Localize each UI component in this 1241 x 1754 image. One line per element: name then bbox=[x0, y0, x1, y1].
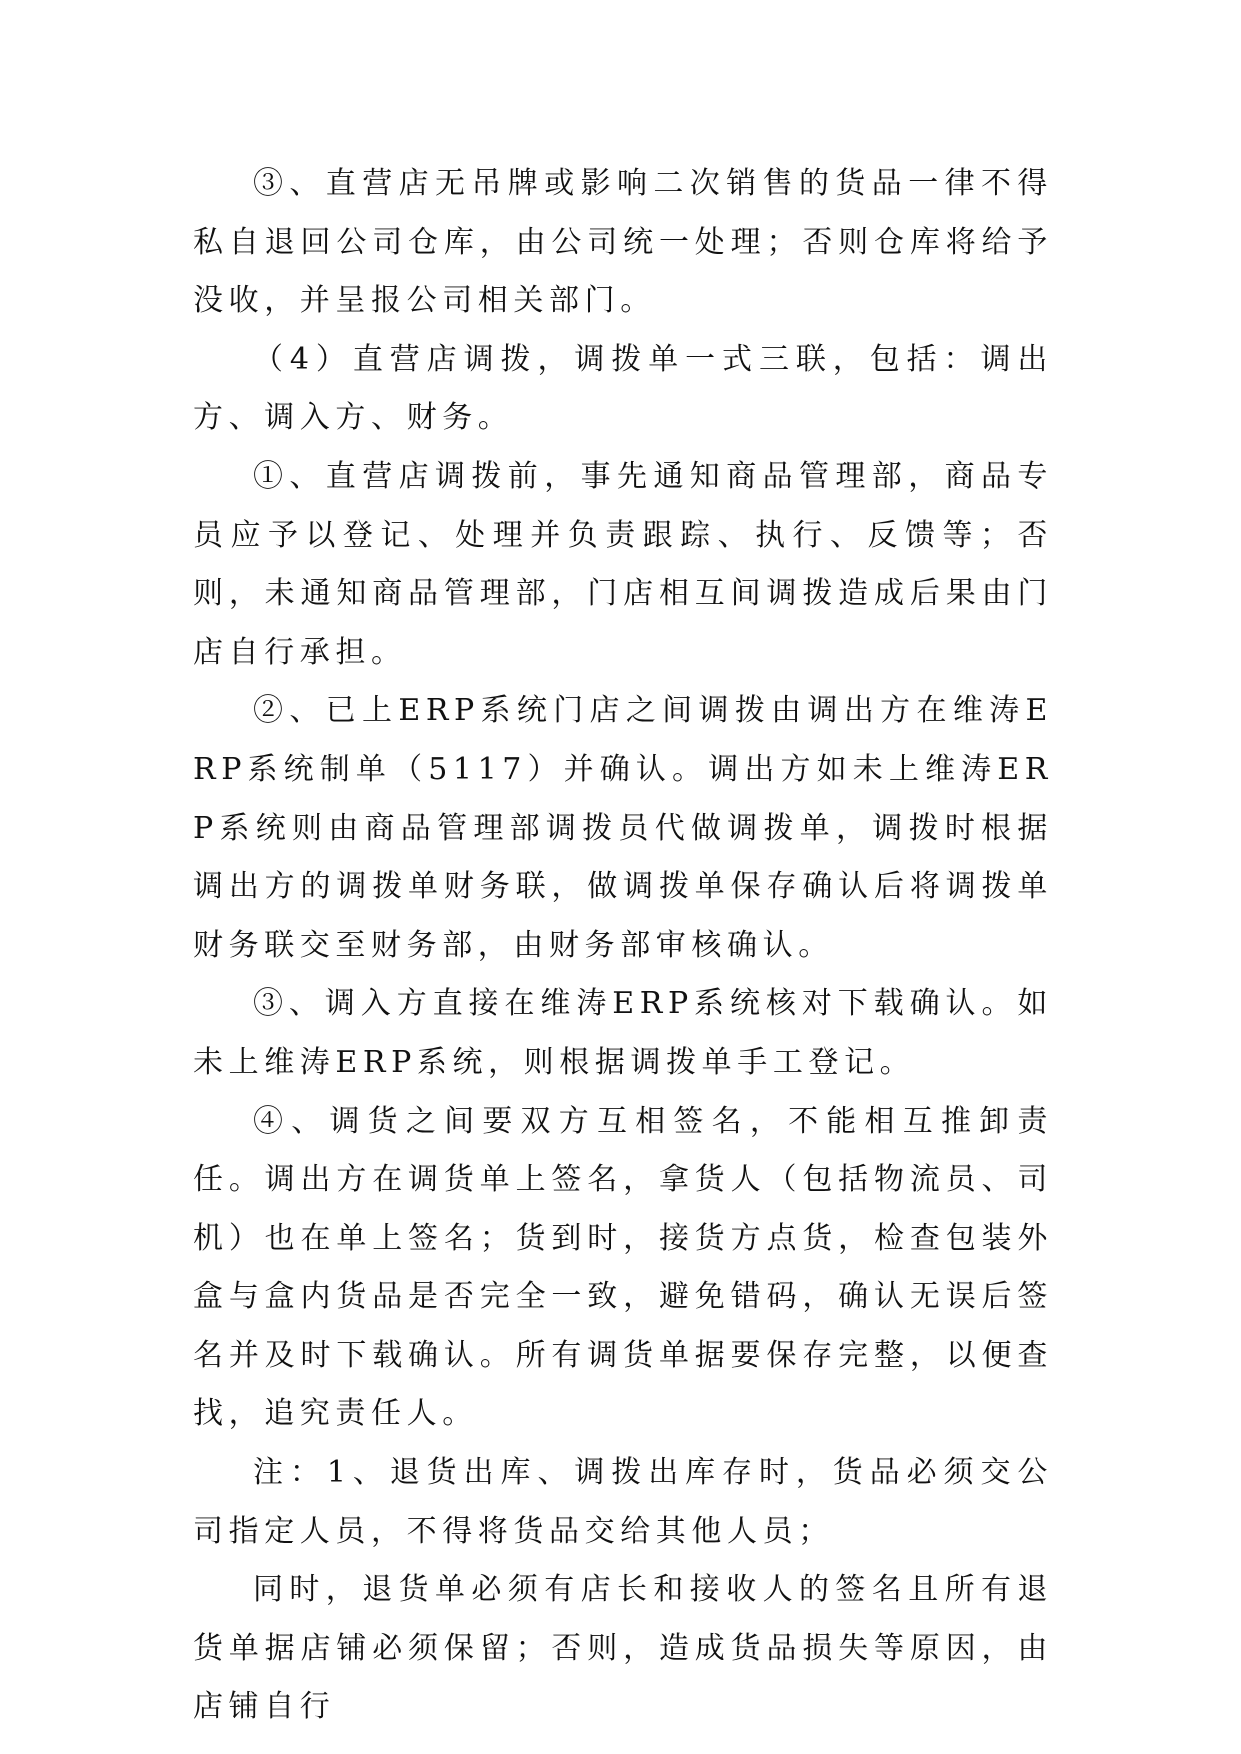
paragraph-item-3-no-tag: ③、直营店无吊牌或影响二次销售的货品一律不得私自退回公司仓库，由公司统一处理；否则仓库将给予没收，并呈报公司相关部门。 bbox=[193, 166, 1053, 319]
paragraph-item-1-notify: ①、直营店调拨前，事先通知商品管理部，商品专员应予以登记、处理并负责跟踪、执行、反馈等；否则，未通知商品管理部，门店相互间调拨造成后果由门店自行承担。 bbox=[193, 458, 1053, 670]
paragraph-transfer-heading: （4）直营店调拨，调拨单一式三联，包括：调出方、调入方、财务。 bbox=[193, 341, 1053, 436]
paragraph-note-1: 注：1、退货出库、调拨出库存时，货品必须交公司指定人员，不得将货品交给其他人员； bbox=[193, 1455, 1053, 1549]
paragraph-item-3-receive: ③、调入方直接在维涛ERP系统核对下载确认。如未上维涛ERP系统，则根据调拨单手工登记。 bbox=[193, 986, 1053, 1080]
paragraph-note-continued: 同时，退货单必须有店长和接收人的签名且所有退货单据店铺必须保留；否则，造成货品损失等原因，由店铺自行 bbox=[193, 1572, 1053, 1725]
paragraph-item-2-erp: ②、已上ERP系统门店之间调拨由调出方在维涛ERP系统制单（5117）并确认。调出方如未上维涛ERP系统则由商品管理部调拨员代做调拨单，调拨时根据调出方的调拨单财务联，做调拨单保存确认后将调拨单财务联交至财务部，由财务部审核确认。 bbox=[193, 693, 1053, 963]
paragraph-item-4-sign: ④、调货之间要双方互相签名，不能相互推卸责任。调出方在调货单上签名，拿货人（包括物流员、司机）也在单上签名；货到时，接货方点货，检查包装外盒与盒内货品是否完全一致，避免错码，确认无误后签名并及时下载确认。所有调货单据要保存完整，以便查找，追究责任人。 bbox=[193, 1103, 1053, 1432]
document-body bbox=[193, 155, 1053, 1737]
